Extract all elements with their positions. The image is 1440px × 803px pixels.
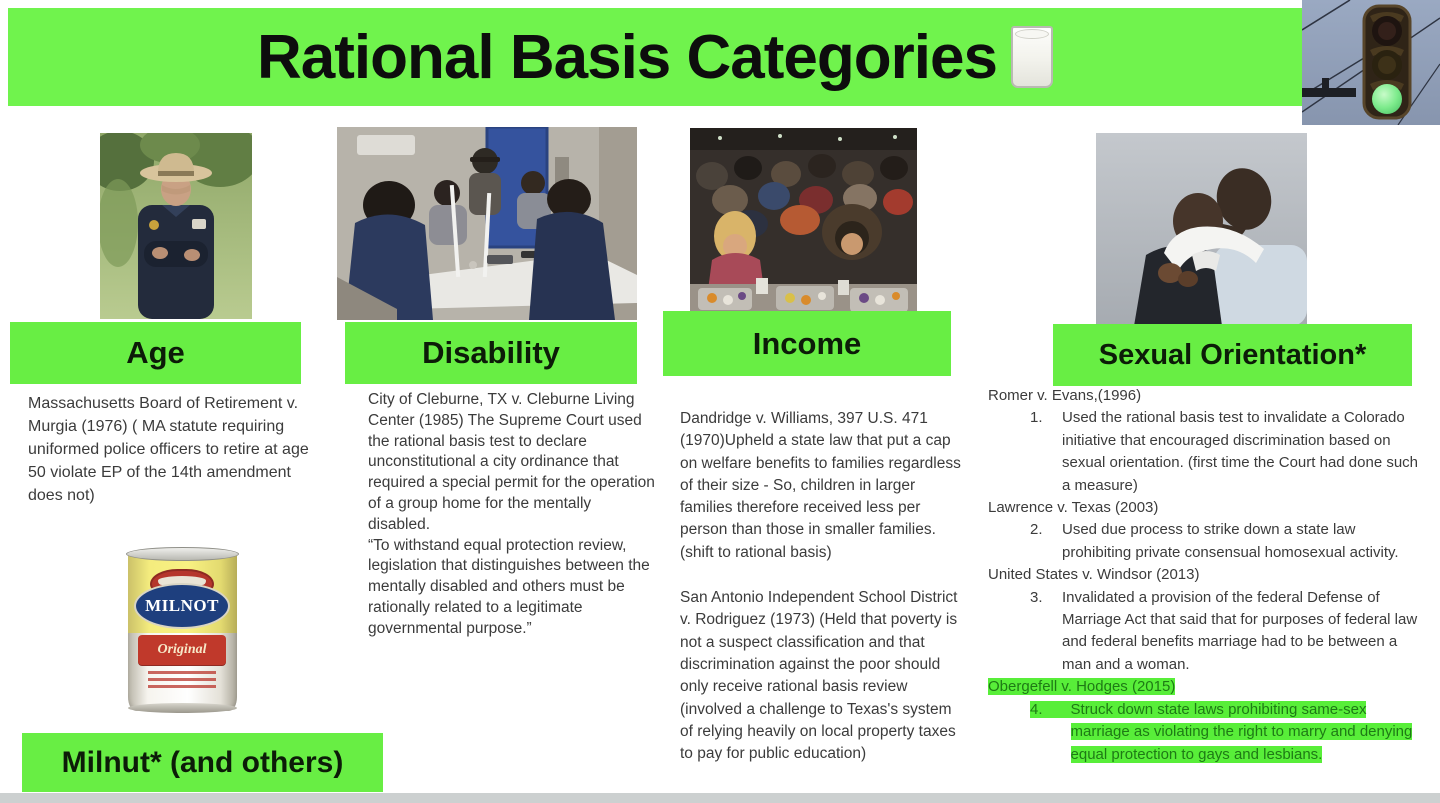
case-text: Invalidated a provision of the federal Defense of Marriage Act that said that for purposes of federal law and federal benefits marriage had to be between a man and a woman.	[1062, 588, 1418, 673]
disability-body-paragraph-1: City of Cleburne, TX v. Cleburne Living Center (1985) The Supreme Court used the rational basis test to declare unconstitutional a city ordinance that required a special permit for the operation of a group home for the mentally disabled.	[368, 391, 655, 533]
age-photo	[100, 133, 252, 319]
can-brand-text: MILNOT	[145, 596, 219, 615]
disability-photo	[337, 127, 637, 320]
can-fine-print	[148, 671, 216, 689]
case-item-highlighted	[988, 699, 1428, 766]
age-header-label: Age	[126, 335, 185, 370]
case-item	[988, 519, 1428, 564]
income-header-bar	[663, 311, 951, 376]
case-number: 4.	[988, 699, 1071, 766]
case-name	[988, 564, 1428, 586]
case-name-text: Lawrence v. Texas (2003)	[988, 499, 1159, 517]
case-name-text: Obergefell v. Hodges (2015)	[988, 678, 1176, 696]
can-top-rim	[126, 547, 239, 561]
traffic-light-photo	[1302, 0, 1440, 125]
milnut-footer-bar	[22, 733, 383, 792]
sexual-orientation-header-bar	[1053, 324, 1412, 386]
disability-header-label: Disability	[422, 335, 560, 370]
income-body-paragraph-2: San Antonio Independent School District v. Rodriguez (1973) (Held that poverty is not a suspect classification and that discrimination against the poor should only receive rational basis review (involved a challenge to Texas's system of relying heavily on local property taxes to pay for public education)	[680, 589, 958, 763]
case-name-highlighted	[988, 676, 1428, 698]
case-number: 3.	[1030, 588, 1043, 606]
case-text: Used due process to strike down a state law prohibiting private consensual homosexual activity.	[1062, 521, 1399, 561]
case-name-text: United States v. Windsor (2013)	[988, 566, 1200, 584]
can-variant-text: Original	[157, 642, 207, 657]
page-title: Rational Basis Categories	[257, 22, 997, 92]
case-number: 1.	[1030, 409, 1043, 427]
disability-header-bar	[345, 322, 637, 384]
case-number: 2.	[1030, 521, 1043, 539]
case-name-text: Romer v. Evans,(1996)	[988, 387, 1142, 404]
disability-body	[368, 390, 656, 640]
can-brand-oval	[134, 583, 230, 629]
income-photo	[690, 128, 917, 316]
sexual-orientation-case-list	[988, 385, 1428, 766]
case-text: Used the rational basis test to invalidate a Colorado initiative that encouraged discrimination based on sexual orientation. (first time the Court had done such a measure)	[1062, 409, 1419, 494]
income-body	[680, 408, 964, 765]
income-body-paragraph-1: Dandridge v. Williams, 397 U.S. 471 (1970)Upheld a state law that put a cap on welfare benefits to families regardless of their size - So, children in larger families therefore received less per person than those in smaller families. (shift to rational basis)	[680, 410, 961, 561]
can-variant-band	[138, 635, 226, 665]
case-item	[988, 407, 1428, 497]
sexual-orientation-header-label: Sexual Orientation*	[1098, 338, 1367, 371]
case-name	[988, 385, 1428, 407]
case-text: Struck down state laws prohibiting same-sex marriage as violating the right to marry and denying equal protection to gays and lesbians.	[1070, 700, 1413, 763]
sexual-orientation-photo	[1096, 133, 1307, 326]
case-name	[988, 497, 1428, 519]
can-bottom-rim	[128, 703, 237, 713]
disability-body-paragraph-2: “To withstand equal protection review, legislation that distinguishes between the mentally disabled and others must be rationally related to a legitimate governmental purpose.”	[368, 536, 650, 637]
age-body	[28, 392, 314, 507]
milk-glass-icon	[1011, 26, 1053, 88]
title-banner	[8, 8, 1302, 106]
bottom-edge-strip	[0, 793, 1440, 803]
milnut-footer-label: Milnut* (and others)	[61, 745, 344, 779]
age-header-bar	[10, 322, 301, 384]
age-body-paragraph: Massachusetts Board of Retirement v. Murgia (1976) ( MA statute requiring uniformed police officers to retire at age 50 violate EP of the 14th amendment does not)	[28, 395, 309, 504]
income-header-label: Income	[752, 325, 862, 361]
case-item	[988, 587, 1428, 677]
milnot-can-photo	[122, 547, 243, 713]
